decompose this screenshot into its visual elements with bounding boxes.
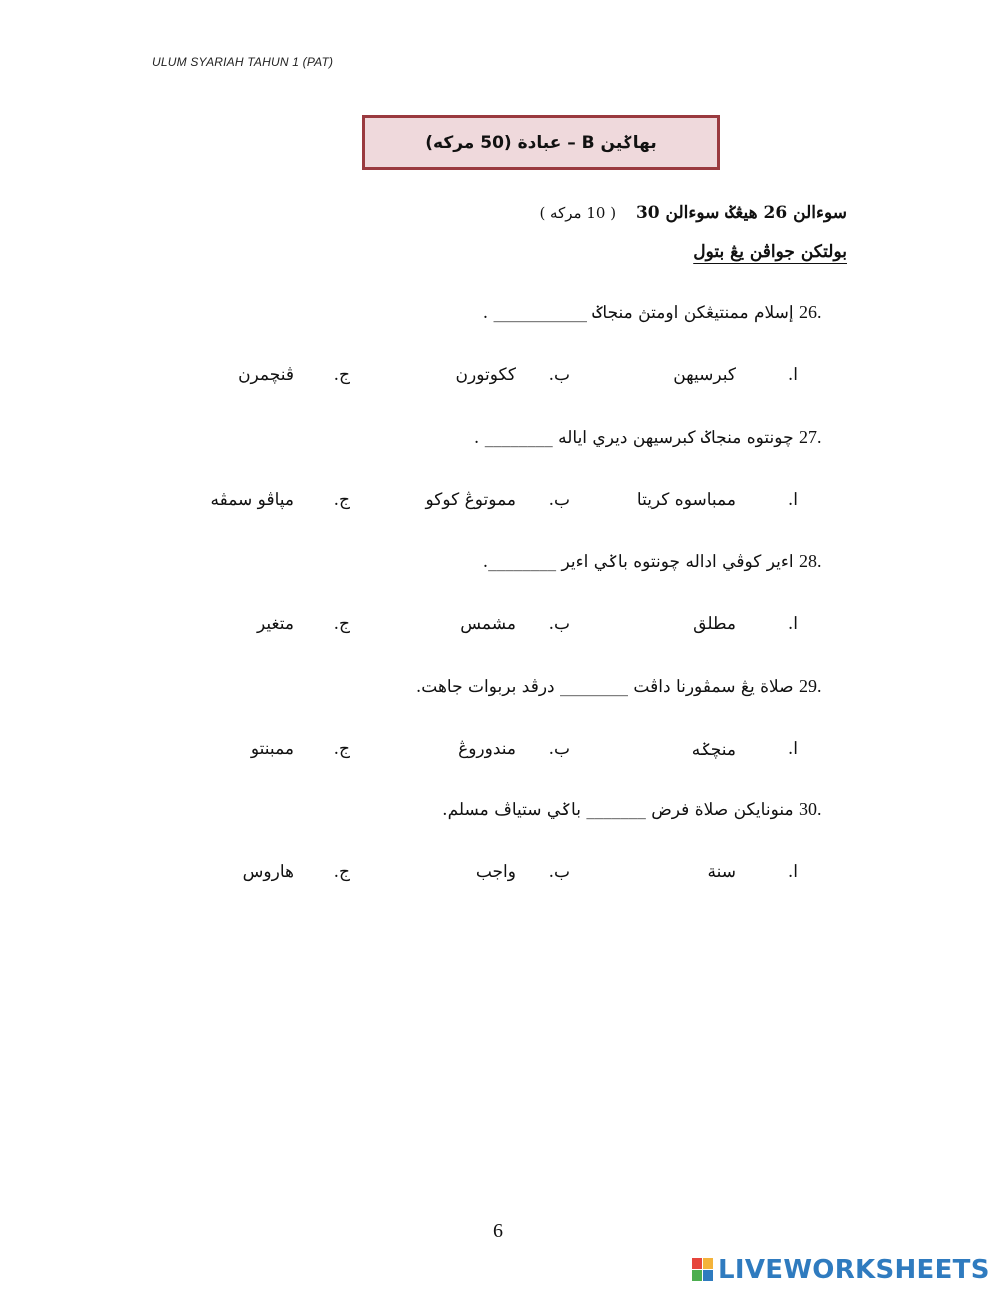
instruction-marks: ( 10 مركه )	[539, 204, 617, 222]
page-number: 6	[493, 1220, 503, 1242]
options-27	[200, 490, 848, 520]
option-a-letter: ا.	[787, 614, 798, 634]
liveworksheets-icon	[692, 1258, 714, 1282]
question-26	[483, 302, 847, 323]
option-b-letter: ب.	[548, 614, 570, 634]
section-title: بهاݢين B – عبادة (50 مركه)	[425, 133, 657, 153]
option-c[interactable]: ڤنچمرن	[238, 365, 294, 385]
question-28	[483, 551, 847, 572]
question-number: 29.	[799, 676, 822, 696]
options-28	[200, 614, 848, 644]
option-a[interactable]: ممباسوه كريتا	[636, 490, 736, 510]
option-c[interactable]: هاروس	[242, 862, 294, 882]
options-30	[200, 862, 848, 892]
question-text: اءير كوڤي اداله چونتوه باݢي اءير ________.	[482, 552, 794, 572]
question-27	[474, 427, 847, 448]
question-number: 30.	[799, 799, 822, 819]
option-a[interactable]: مطلق	[693, 614, 736, 634]
option-b-letter: ب.	[548, 365, 570, 385]
option-a-letter: ا.	[787, 739, 798, 759]
option-c-letter: ج.	[333, 739, 350, 759]
option-a-letter: ا.	[787, 862, 798, 882]
option-c-letter: ج.	[333, 490, 350, 510]
option-c-letter: ج.	[333, 862, 350, 882]
question-30	[442, 799, 847, 820]
question-text: چونتوه منجاݢ كبرسيهن ديري اياله ________ .	[473, 428, 794, 448]
option-c[interactable]: ممبنتو	[250, 739, 294, 759]
option-a[interactable]: منچݢه	[691, 740, 736, 760]
option-a[interactable]: كبرسيهن	[673, 365, 736, 385]
option-c-letter: ج.	[333, 614, 350, 634]
option-a-letter: ا.	[787, 490, 798, 510]
option-b[interactable]: ككوتورن	[455, 365, 516, 385]
instruction-range	[539, 202, 847, 223]
option-b-letter: ب.	[548, 490, 570, 510]
option-b[interactable]: مموتوڠ كوكو	[425, 490, 516, 510]
question-number: 27.	[799, 427, 822, 447]
instruction-directive: بولتكن جواڤن يڠ بتول	[693, 242, 847, 262]
option-b-letter: ب.	[548, 739, 570, 759]
options-29	[200, 739, 848, 769]
option-c[interactable]: مڽاڤو سمڤه	[210, 490, 294, 510]
question-number: 26.	[799, 302, 822, 322]
option-b-letter: ب.	[548, 862, 570, 882]
section-title-box	[362, 115, 720, 170]
option-b[interactable]: واجب	[475, 862, 516, 882]
option-a[interactable]: سنة	[707, 862, 736, 882]
option-b[interactable]: مندوروڠ	[458, 739, 516, 759]
question-text: إسلام ممنتيڠكن اومتڽ منجاݢ ___________ .	[482, 303, 794, 323]
option-a-letter: ا.	[787, 365, 798, 385]
liveworksheets-logo	[692, 1255, 990, 1285]
question-number: 28.	[799, 551, 822, 571]
question-text: صلاة يڠ سمڤورنا داڤت ________ درڤد بربوات جاهت.	[415, 677, 794, 697]
option-c-letter: ج.	[333, 365, 350, 385]
option-c[interactable]: متغير	[257, 614, 294, 634]
question-text: منونايكن صلاة فرض _______ باݢي ستياڤ مسلم.	[442, 800, 794, 820]
options-26	[200, 365, 848, 395]
document-header: ULUM SYARIAH TAHUN 1 (PAT)	[152, 55, 334, 69]
instruction-line1: سوءالن 26 هيڠݢ سوءالن 30	[635, 203, 847, 223]
question-29	[416, 676, 847, 697]
option-b[interactable]: مشمس	[460, 614, 516, 634]
liveworksheets-wordmark: LIVEWORKSHEETS	[718, 1255, 990, 1285]
